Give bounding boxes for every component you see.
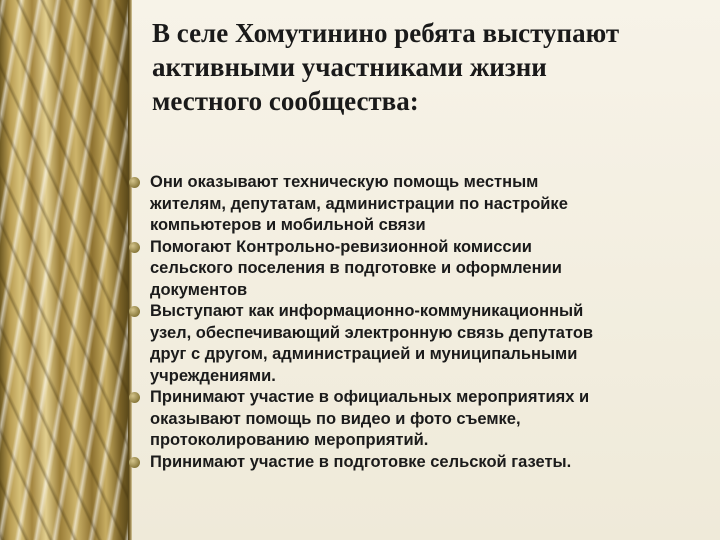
slide-title bbox=[152, 16, 702, 118]
bullet-text-line: Помогают Контрольно-ревизионной комиссии bbox=[150, 237, 532, 256]
bullet-text-line: Они оказывают техническую помощь местным bbox=[150, 173, 539, 191]
decorative-gold-border bbox=[0, 0, 128, 540]
bullet-text-line: Принимают участие в официальных мероприятиях и bbox=[150, 388, 590, 406]
bullet-text-line: узел, обеспечивающий электронную связь депутатов bbox=[150, 323, 594, 342]
bullet-text-line: компьютеров и мобильной связи bbox=[150, 216, 426, 234]
bullet-dot-icon bbox=[129, 392, 140, 403]
bullet-item bbox=[128, 301, 708, 387]
bullet-dot-icon bbox=[129, 457, 140, 468]
bullet-text-line: друг с другом, администрацией и муниципальными bbox=[150, 345, 578, 363]
title-line: активными участниками жизни bbox=[152, 52, 547, 82]
bullet-text-line: протоколированию мероприятий. bbox=[150, 431, 429, 449]
bullet-text-line: жителям, депутатам, администрации по настройке bbox=[150, 194, 568, 213]
bullet-dot-icon bbox=[129, 242, 140, 253]
bullet-list bbox=[128, 172, 708, 473]
title-line: В селе Хомутинино ребята выступают bbox=[152, 18, 620, 48]
bullet-text-line: оказывают помощь по видео и фото съемке, bbox=[150, 409, 521, 428]
bullet-text-line: сельского поселения в подготовке и оформлении bbox=[150, 259, 562, 277]
bullet-text-line: Принимают участие в подготовке сельской газеты. bbox=[150, 452, 572, 471]
title-line: местного сообщества: bbox=[152, 86, 419, 116]
bullet-item bbox=[128, 452, 708, 474]
bullet-dot-icon bbox=[129, 306, 140, 317]
bullet-text-line: учреждениями. bbox=[150, 366, 276, 385]
bullet-item bbox=[128, 172, 708, 237]
bullet-item bbox=[128, 387, 708, 452]
bullet-dot-icon bbox=[129, 177, 140, 188]
bullet-item bbox=[128, 237, 708, 302]
bullet-text-line: Выступают как информационно-коммуникационный bbox=[150, 302, 584, 320]
bullet-text-line: документов bbox=[150, 280, 248, 299]
